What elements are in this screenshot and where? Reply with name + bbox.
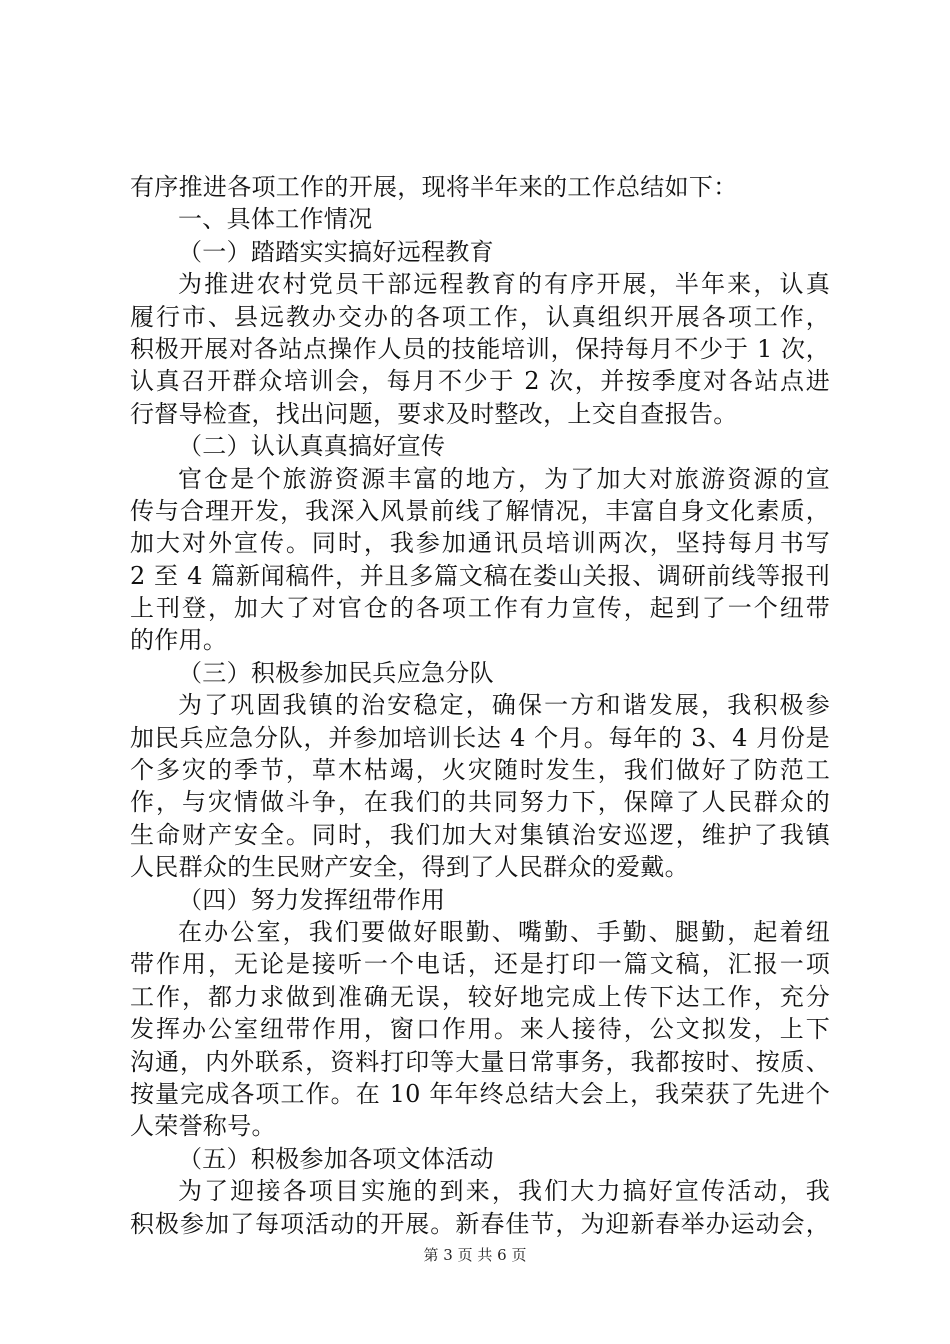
text-line: （五）积极参加各项文体活动 [178, 1144, 494, 1173]
text-line: 生命财产安全。同时，我们加大对集镇治安巡逻，维护了我镇 [130, 820, 830, 849]
text-line: 2 至 4 篇新闻稿件，并且多篇文稿在娄山关报、调研前线等报刊 [130, 561, 830, 590]
text-line: 为了巩固我镇的治安稳定，确保一方和谐发展，我积极参 [178, 691, 830, 720]
text-line: 沟通，内外联系，资料打印等大量日常事务，我都按时、按质、 [130, 1047, 830, 1076]
text-line: 传与合理开发，我深入风景前线了解情况，丰富自身文化素质， [130, 496, 830, 525]
text-line: （三）积极参加民兵应急分队 [178, 658, 494, 687]
text-line: 发挥办公室纽带作用，窗口作用。来人接待，公文拟发，上下 [130, 1015, 830, 1044]
text-line: 积极开展对各站点操作人员的技能培训，保持每月不少于 1 次， [130, 334, 830, 363]
text-line: 积极参加了每项活动的开展。新春佳节，为迎新春举办运动会， [130, 1209, 830, 1238]
text-line: （一）踏踏实实搞好远程教育 [178, 237, 494, 266]
text-line: 人荣誉称号。 [130, 1112, 276, 1141]
text-line: 个多灾的季节，草木枯竭，火灾随时发生，我们做好了防范工 [130, 756, 830, 785]
text-line: 履行市、县远教办交办的各项工作，认真组织开展各项工作， [130, 302, 830, 331]
text-line: 的作用。 [130, 626, 228, 655]
text-line: 作，与灾情做斗争，在我们的共同努力下，保障了人民群众的 [130, 788, 830, 817]
text-line: （二）认认真真搞好宣传 [178, 432, 446, 461]
text-line: 一、具体工作情况 [178, 205, 373, 234]
text-line: 加民兵应急分队，并参加培训长达 4 个月。每年的 3、4 月份是 [130, 723, 830, 752]
text-line: 带作用，无论是接听一个电话，还是打印一篇文稿，汇报一项 [130, 950, 830, 979]
text-line: （四）努力发挥纽带作用 [178, 885, 446, 914]
text-line: 为推进农村党员干部远程教育的有序开展，半年来，认真 [178, 270, 830, 299]
text-line: 行督导检查，找出问题，要求及时整改，上交自查报告。 [130, 399, 738, 428]
document-body [130, 171, 830, 1240]
text-line: 官仓是个旅游资源丰富的地方，为了加大对旅游资源的宣 [178, 464, 830, 493]
text-line: 工作，都力求做到准确无误，较好地完成上传下达工作，充分 [130, 982, 830, 1011]
text-line: 人民群众的生民财产安全，得到了人民群众的爱戴。 [130, 853, 689, 882]
page-footer: 第 3 页 共 6 页 [423, 1246, 527, 1264]
text-line: 有序推进各项工作的开展，现将半年来的工作总结如下： [130, 173, 738, 201]
text-line: 在办公室，我们要做好眼勤、嘴勤、手勤、腿勤，起着纽 [178, 917, 830, 946]
text-line: 认真召开群众培训会，每月不少于 2 次，并按季度对各站点进 [130, 367, 830, 396]
text-line: 为了迎接各项目实施的到来，我们大力搞好宣传活动，我 [178, 1177, 830, 1206]
text-line: 按量完成各项工作。在 10 年年终总结大会上，我荣获了先进个 [130, 1079, 830, 1108]
text-line: 上刊登，加大了对官仓的各项工作有力宣传，起到了一个纽带 [130, 594, 830, 623]
text-line: 加大对外宣传。同时，我参加通讯员培训两次，坚持每月书写 [130, 529, 830, 558]
